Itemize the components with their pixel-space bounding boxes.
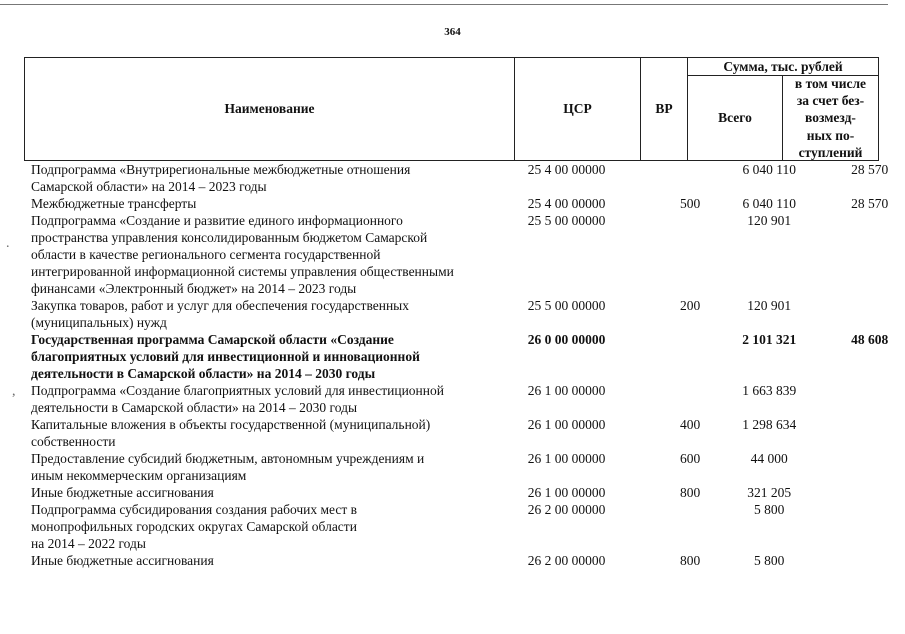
table-row: [0, 501, 905, 552]
row-name-line: Подпрограмма «Создание благоприятных условий для инвестиционной: [31, 383, 444, 398]
row-name-line: монопрофильных городских округах Самарской области: [31, 519, 357, 534]
row-vr: [665, 382, 715, 416]
row-name-line: Подпрограмма «Внутрирегиональные межбюджетные отношения: [31, 162, 411, 177]
row-free-receipts: [813, 501, 905, 552]
row-name-line: собственности: [31, 434, 116, 449]
header-vr: ВР: [655, 101, 673, 116]
row-name: [0, 195, 502, 212]
page-number: 364: [444, 26, 461, 38]
row-vr: [665, 212, 715, 297]
row-name: [0, 161, 502, 195]
row-name: [0, 501, 502, 552]
row-name: [0, 212, 502, 297]
header-border-right: [878, 57, 879, 161]
table-row: [0, 484, 905, 501]
row-free-receipts: [813, 297, 905, 331]
row-name-line: деятельности в Самарской области» на 2014 – 2030 годы: [31, 400, 358, 415]
row-name-line: области в качестве регионального сегмента государственной: [31, 247, 381, 262]
row-name-line: пространства управления консолидированным бюджетом Самарской: [31, 230, 428, 245]
table-row: [0, 552, 905, 569]
row-name-line: Капитальные вложения в объекты государственной (муниципальной): [31, 417, 431, 432]
row-name-line: благоприятных условий для инвестиционной и инновационной: [31, 349, 420, 364]
table-row: [0, 195, 905, 212]
header-free-line: за счет без-: [796, 93, 865, 109]
row-name-line: Иные бюджетные ассигнования: [31, 485, 214, 500]
row-name-line: иным некоммерческим организациям: [31, 468, 247, 483]
header-name: Наименование: [224, 101, 315, 116]
row-csr: 26 1 00 00000: [527, 383, 606, 398]
table-row: [0, 416, 905, 450]
row-total: 6 040 110: [742, 162, 796, 177]
table-row: [0, 161, 905, 195]
table-row: [0, 331, 905, 382]
row-name-line: Предоставление субсидий бюджетным, автономным учреждениям и: [31, 451, 425, 466]
row-vr: 400: [679, 417, 701, 432]
row-total: 321 205: [747, 485, 792, 500]
row-vr: 800: [679, 485, 701, 500]
row-csr: 26 0 00 00000: [527, 332, 606, 347]
row-total: 2 101 321: [742, 332, 797, 347]
row-total: 120 901: [747, 298, 792, 313]
scan-mark: ,: [12, 384, 16, 399]
row-total: 5 800: [754, 553, 785, 568]
row-name: [0, 297, 502, 331]
row-free-receipts: [813, 450, 905, 484]
header-sum-group: Сумма, тыс. рублей: [723, 58, 843, 74]
row-free-receipts: 48 608: [851, 332, 889, 347]
row-csr: 25 4 00 00000: [527, 162, 606, 177]
row-csr: 25 5 00 00000: [527, 298, 606, 313]
row-free-receipts: [813, 416, 905, 450]
table-row: [0, 212, 905, 297]
row-free-receipts: 28 570: [851, 196, 889, 211]
row-csr: 26 2 00 00000: [527, 553, 606, 568]
header-free-line: ступлений: [798, 144, 863, 160]
row-vr: [665, 161, 715, 195]
row-name-line: Иные бюджетные ассигнования: [31, 553, 214, 568]
row-free-receipts: [813, 212, 905, 297]
row-name: [0, 450, 502, 484]
row-name-line: Подпрограмма субсидирования создания рабочих мест в: [31, 502, 358, 517]
row-name: [0, 484, 502, 501]
row-name: [0, 382, 502, 416]
table-header: [24, 57, 879, 161]
row-total: 44 000: [750, 451, 788, 466]
row-name-line: Подпрограмма «Создание и развитие единого информационного: [31, 213, 403, 228]
header-free-line: ных по-: [806, 127, 855, 143]
row-total: 1 663 839: [742, 383, 797, 398]
header-free-receipts: [783, 76, 878, 160]
row-free-receipts: [813, 552, 905, 569]
row-total: 5 800: [754, 502, 785, 517]
row-total: 120 901: [747, 213, 792, 228]
scan-mark: .: [6, 236, 10, 251]
row-name-line: Закупка товаров, работ и услуг для обеспечения государственных: [31, 298, 410, 313]
row-free-receipts: 28 570: [851, 162, 889, 177]
table-row: [0, 297, 905, 331]
table-body: [0, 161, 905, 569]
row-csr: 26 2 00 00000: [527, 502, 606, 517]
row-csr: 26 1 00 00000: [527, 417, 606, 432]
row-name-line: Самарской области» на 2014 – 2023 годы: [31, 179, 267, 194]
row-name-line: интегрированной информационной системы управления общественными: [31, 264, 454, 279]
page-top-rule: [0, 4, 888, 5]
row-name: [0, 331, 502, 382]
row-name: [0, 552, 502, 569]
row-vr: 800: [679, 553, 701, 568]
row-name-line: (муниципальных) нужд: [31, 315, 167, 330]
row-total: 1 298 634: [742, 417, 797, 432]
row-csr: 26 1 00 00000: [527, 451, 606, 466]
row-vr: [665, 501, 715, 552]
row-vr: [665, 331, 715, 382]
row-name-line: Межбюджетные трансферты: [31, 196, 197, 211]
header-csr: ЦСР: [563, 101, 592, 116]
row-vr: 500: [679, 196, 701, 211]
table-row: [0, 450, 905, 484]
row-csr: 25 4 00 00000: [527, 196, 606, 211]
row-vr: 600: [679, 451, 701, 466]
row-csr: 26 1 00 00000: [527, 485, 606, 500]
row-name-line: Государственная программа Самарской области «Создание: [31, 332, 394, 347]
row-name-line: деятельности в Самарской области» на 2014 – 2030 годы: [31, 366, 376, 381]
header-free-line: в том числе: [794, 76, 867, 91]
row-name: [0, 416, 502, 450]
header-free-line: возмезд-: [805, 110, 856, 126]
row-total: 6 040 110: [742, 196, 796, 211]
row-name-line: финансами «Электронный бюджет» на 2014 – 2023 годы: [31, 281, 357, 296]
header-total: Всего: [718, 110, 752, 125]
row-free-receipts: [813, 484, 905, 501]
table-row: [0, 382, 905, 416]
row-vr: 200: [679, 298, 701, 313]
row-csr: 25 5 00 00000: [527, 213, 606, 228]
row-free-receipts: [813, 382, 905, 416]
row-name-line: на 2014 – 2022 годы: [31, 536, 146, 551]
